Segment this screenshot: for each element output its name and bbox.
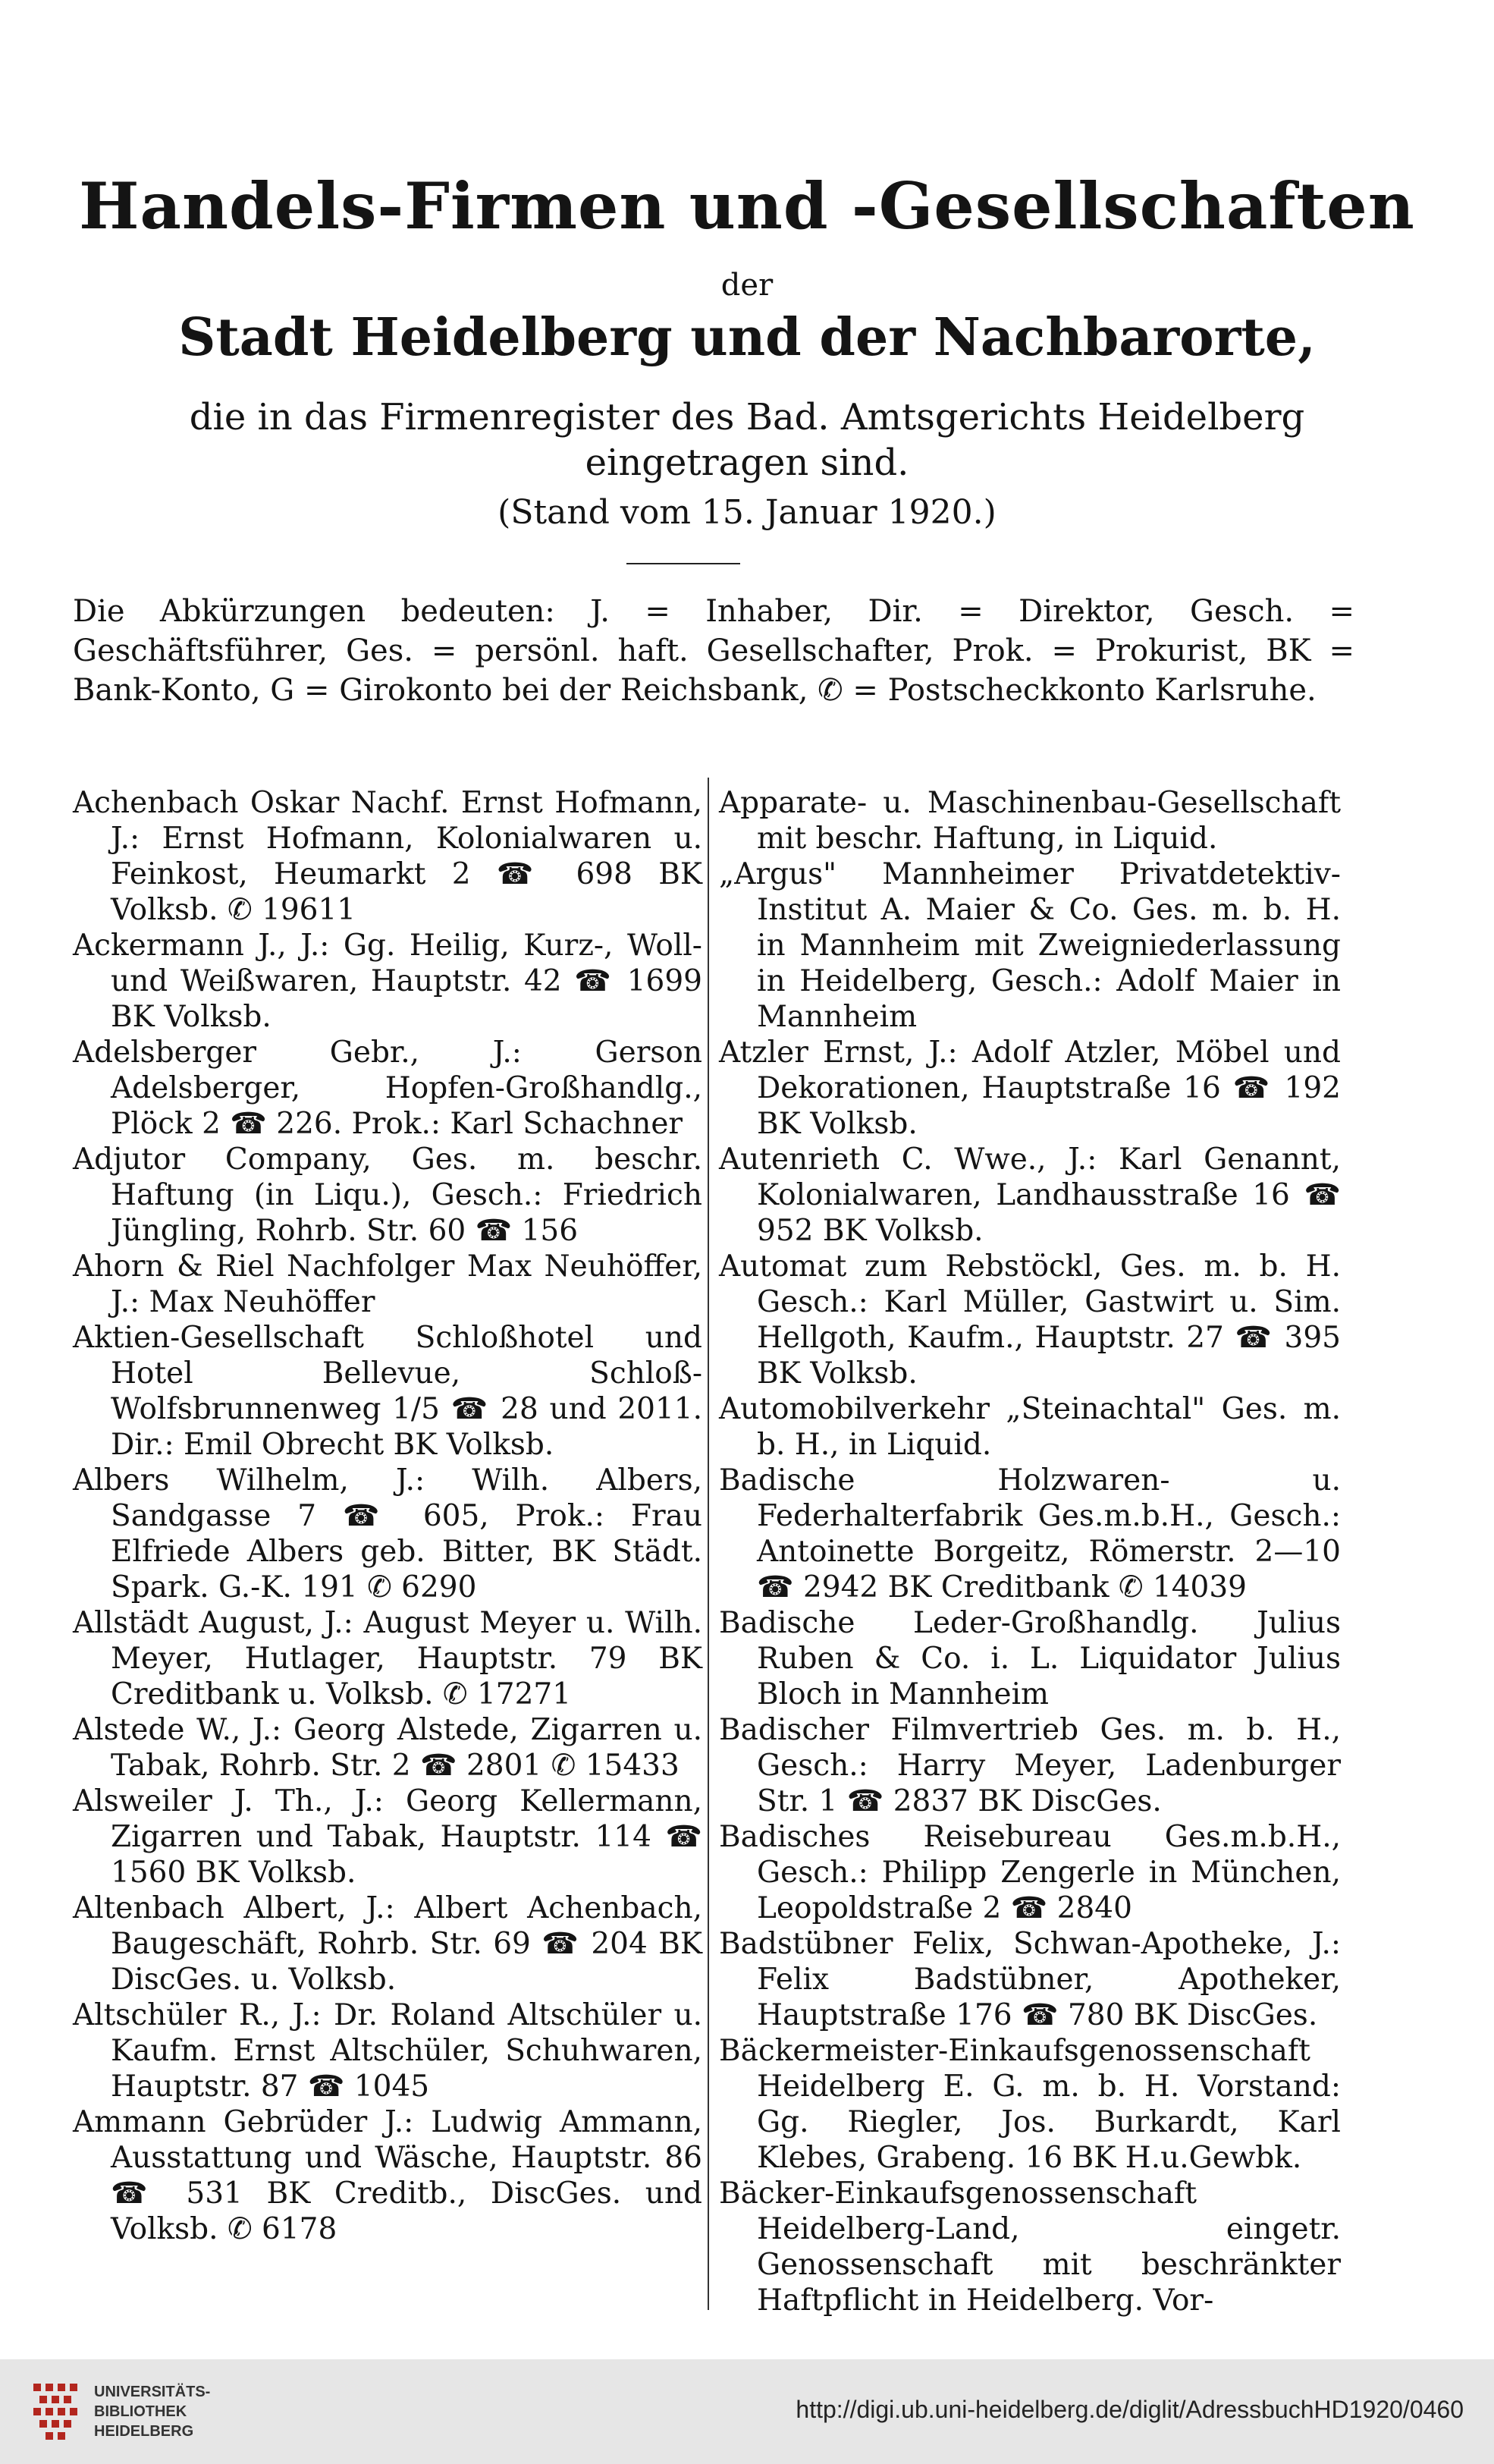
list-item: Altenbach Albert, J.: Albert Achenbach, Baugeschäft, Rohrb. Str. 69 ☎ 204 BK DiscGes. u. Volksb.	[73, 1891, 702, 1997]
list-item: Badische Holzwaren- u. Federhalterfabrik Ges.m.b.H., Gesch.: Antoinette Borgeitz, Römerstr. 2—10 ☎ 2942 BK Creditbank ✆ 14039	[719, 1463, 1341, 1604]
title-connector: der	[720, 268, 774, 303]
date-stand: (Stand vom 15. Januar 1920.)	[497, 493, 997, 532]
list-item: „Argus" Mannheimer Privatdetektiv-Institut A. Maier & Co. Ges. m. b. H. in Mannheim mit Zweigniederlassung in Heidelberg, Gesch.: Adolf Maier in Mannheim	[719, 857, 1341, 1034]
abbreviations-legend: Die Abkürzungen bedeuten: J. = Inhaber, Dir. = Direktor, Gesch. = Geschäftsführer, Ges. = persönl. haft. Gesellschafter, Prok. = Prokurist, BK = Bank-Konto, G = Girokonto bei der Reichsbank, ✆ = Postscheckkonto Karlsruhe.	[73, 594, 1354, 708]
list-item: Achenbach Oskar Nachf. Ernst Hofmann, J.: Ernst Hofmann, Kolonialwaren u. Feinkost, Heumarkt 2 ☎ 698 BK Volksb. ✆ 19611	[73, 786, 702, 927]
list-item: Allstädt August, J.: August Meyer u. Wilh. Meyer, Hutlager, Hauptstr. 79 BK Creditbank u. Volksb. ✆ 17271	[73, 1606, 702, 1711]
logo-line: UNIVERSITÄTS-	[94, 2384, 211, 2400]
list-item: Ahorn & Riel Nachfolger Max Neuhöffer, J.: Max Neuhöffer	[73, 1249, 702, 1319]
list-item: Alstede W., J.: Georg Alstede, Zigarren u. Tabak, Rohrb. Str. 2 ☎ 2801 ✆ 15433	[73, 1713, 702, 1783]
source-url-link[interactable]: http://digi.ub.uni-heidelberg.de/diglit/AdressbuchHD1920/0460	[796, 2396, 1464, 2423]
logo-line: HEIDELBERG	[94, 2423, 194, 2440]
list-item: Ackermann J., J.: Gg. Heilig, Kurz-, Woll- und Weißwaren, Hauptstr. 42 ☎ 1699 BK Volksb.	[73, 929, 702, 1034]
list-item: Automat zum Rebstöckl, Ges. m. b. H. Gesch.: Karl Müller, Gastwirt u. Sim. Hellgoth, Kaufm., Hauptstr. 27 ☎ 395 BK Volksb.	[719, 1249, 1341, 1391]
register-description: die in das Firmenregister des Bad. Amtsgerichts Heidelberg eingetragen sind.	[189, 396, 1305, 484]
list-item: Bäckermeister-Einkaufsgenossenschaft Heidelberg E. G. m. b. H. Vorstand: Gg. Riegler, Jos. Burkardt, Karl Klebes, Grabeng. 16 BK H.u.Gewbk.	[719, 2034, 1341, 2175]
list-item: Albers Wilhelm, J.: Wilh. Albers, Sandgasse 7 ☎ 605, Prok.: Frau Elfriede Albers geb. Bitter, BK Städt. Spark. G.-K. 191 ✆ 6290	[73, 1463, 702, 1604]
list-item: Atzler Ernst, J.: Adolf Atzler, Möbel und Dekorationen, Hauptstraße 16 ☎ 192 BK Volksb.	[719, 1036, 1341, 1141]
page-title: Handels-Firmen und -Gesellschaften	[79, 168, 1415, 244]
list-item: Badische Leder-Großhandlg. Julius Ruben & Co. i. L. Liquidator Julius Bloch in Mannheim	[719, 1606, 1341, 1711]
logo-line: BIBLIOTHEK	[94, 2403, 187, 2420]
list-item: Alsweiler J. Th., J.: Georg Kellermann, Zigarren und Tabak, Hauptstr. 114 ☎ 1560 BK Volksb.	[73, 1784, 702, 1890]
list-item: Badischer Filmvertrieb Ges. m. b. H., Gesch.: Harry Meyer, Ladenburger Str. 1 ☎ 2837 BK DiscGes.	[719, 1713, 1341, 1818]
list-item: Badstübner Felix, Schwan-Apotheke, J.: Felix Badstübner, Apotheker, Hauptstraße 176 ☎ 780 BK DiscGes.	[719, 1927, 1341, 2032]
list-item: Adjutor Company, Ges. m. beschr. Haftung (in Liqu.), Gesch.: Friedrich Jüngling, Rohrb. Str. 60 ☎ 156	[73, 1142, 702, 1248]
list-item: Autenrieth C. Wwe., J.: Karl Genannt, Kolonialwaren, Landhausstraße 16 ☎ 952 BK Volksb.	[719, 1142, 1341, 1248]
page-subtitle: Stadt Heidelberg und der Nachbarorte,	[178, 307, 1316, 368]
list-item: Aktien-Gesellschaft Schloßhotel und Hotel Bellevue, Schloß-Wolfsbrunnenweg 1/5 ☎ 28 und 2011. Dir.: Emil Obrecht BK Volksb.	[73, 1321, 702, 1462]
library-logo-icon	[30, 2379, 83, 2446]
separator-rule	[626, 563, 740, 564]
list-item: Altschüler R., J.: Dr. Roland Altschüler u. Kaufm. Ernst Altschüler, Schuhwaren, Hauptstr. 87 ☎ 1045	[73, 1998, 702, 2104]
list-item: Bäcker-Einkaufsgenossenschaft Heidelberg-Land, eingetr. Genossenschaft mit beschränkter Haftpflicht in Heidelberg. Vor-	[719, 2176, 1341, 2318]
right-column	[719, 785, 1341, 2318]
list-item: Apparate- u. Maschinenbau-Gesellschaft mit beschr. Haftung, in Liquid.	[719, 786, 1341, 856]
list-item: Badisches Reisebureau Ges.m.b.H., Gesch.: Philipp Zengerle in München, Leopoldstraße 2 ☎ 2840	[719, 1820, 1341, 1925]
footer-bar	[0, 2359, 1494, 2464]
list-item: Automobilverkehr „Steinachtal" Ges. m. b. H., in Liquid.	[719, 1392, 1341, 1462]
column-divider	[708, 778, 709, 2310]
list-item: Ammann Gebrüder J.: Ludwig Ammann, Ausstattung und Wäsche, Hauptstr. 86 ☎ 531 BK Creditb., DiscGes. und Volksb. ✆ 6178	[73, 2105, 702, 2246]
left-column	[73, 785, 702, 2247]
library-logo-text	[94, 2382, 210, 2441]
list-item: Adelsberger Gebr., J.: Gerson Adelsberger, Hopfen-Großhandlg., Plöck 2 ☎ 226. Prok.: Karl Schachner	[73, 1036, 702, 1141]
